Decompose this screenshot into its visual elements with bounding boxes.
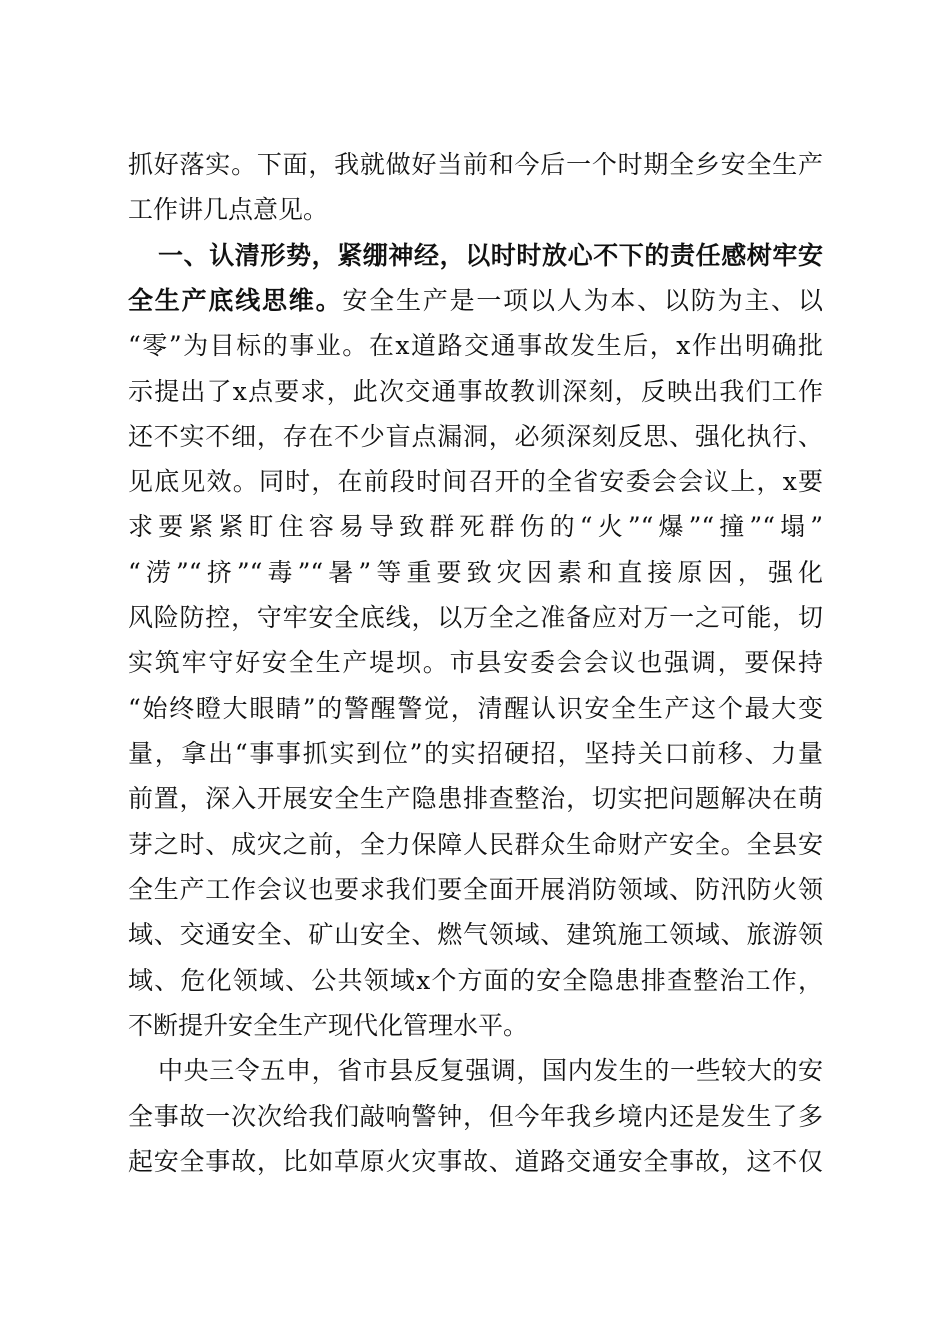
text-line: 起安全事故，比如草原火灾事故、道路交通安全事故，这不仅 (128, 1147, 823, 1176)
text-line: 工作讲几点意见。 (128, 195, 329, 224)
text-line: 全事故一次次给我们敲响警钟，但今年我乡境内还是发生了多 (128, 1102, 823, 1131)
text-line (128, 281, 823, 321)
paragraph-start-line: 中央三令五申，省市县反复强调，国内发生的一些较大的安 (158, 1056, 823, 1085)
text-line: “零”为目标的事业。在x道路交通事故发生后，x作出明确批 (128, 331, 823, 360)
text-line: 求要紧紧盯住容易导致群死群伤的“火”“爆”“撞”“塌” (128, 512, 823, 541)
text-line: 全生产工作会议也要求我们要全面开展消防领域、防汛防火领 (128, 875, 823, 904)
text-line: 风险防控，守牢安全底线，以万全之准备应对万一之可能，切 (128, 603, 823, 632)
text-line: “涝”“挤”“毒”“暑”等重要致灾因素和直接原因，强化 (128, 558, 823, 587)
section-heading-line: 一、认清形势，紧绷神经，以时时放心不下的责任感树牢安 (158, 241, 823, 270)
text-line: 示提出了x点要求，此次交通事故教训深刻，反映出我们工作 (128, 377, 823, 406)
text-line: 量，拿出“事事抓实到位”的实招硬招，坚持关口前移、力量 (128, 739, 823, 768)
text-line: 芽之时、成灾之前，全力保障人民群众生命财产安全。全县安 (128, 830, 823, 859)
text-line: 前置，深入开展安全生产隐患排查整治，切实把问题解决在萌 (128, 784, 823, 813)
text-line-rest: 安全生产是一项以人为本、以防为主、以 (342, 286, 823, 315)
text-line: 实筑牢守好安全生产堤坝。市县安委会会议也强调，要保持 (128, 648, 823, 677)
text-line: 不断提升安全生产现代化管理水平。 (128, 1011, 529, 1040)
text-line: “始终瞪大眼睛”的警醒警觉，清醒认识安全生产这个最大变 (128, 694, 823, 723)
section-heading-end: 全生产底线思维。 (128, 286, 343, 315)
text-line: 域、交通安全、矿山安全、燃气领域、建筑施工领域、旅游领 (128, 920, 823, 949)
text-line: 域、危化领域、公共领域x个方面的安全隐患排查整治工作， (128, 966, 823, 995)
text-line: 还不实不细，存在不少盲点漏洞，必须深刻反思、强化执行、 (128, 422, 823, 451)
text-line: 见底见效。同时，在前段时间召开的全省安委会会议上，x要 (128, 467, 823, 496)
text-line: 抓好落实。下面，我就做好当前和今后一个时期全乡安全生产 (128, 150, 823, 179)
